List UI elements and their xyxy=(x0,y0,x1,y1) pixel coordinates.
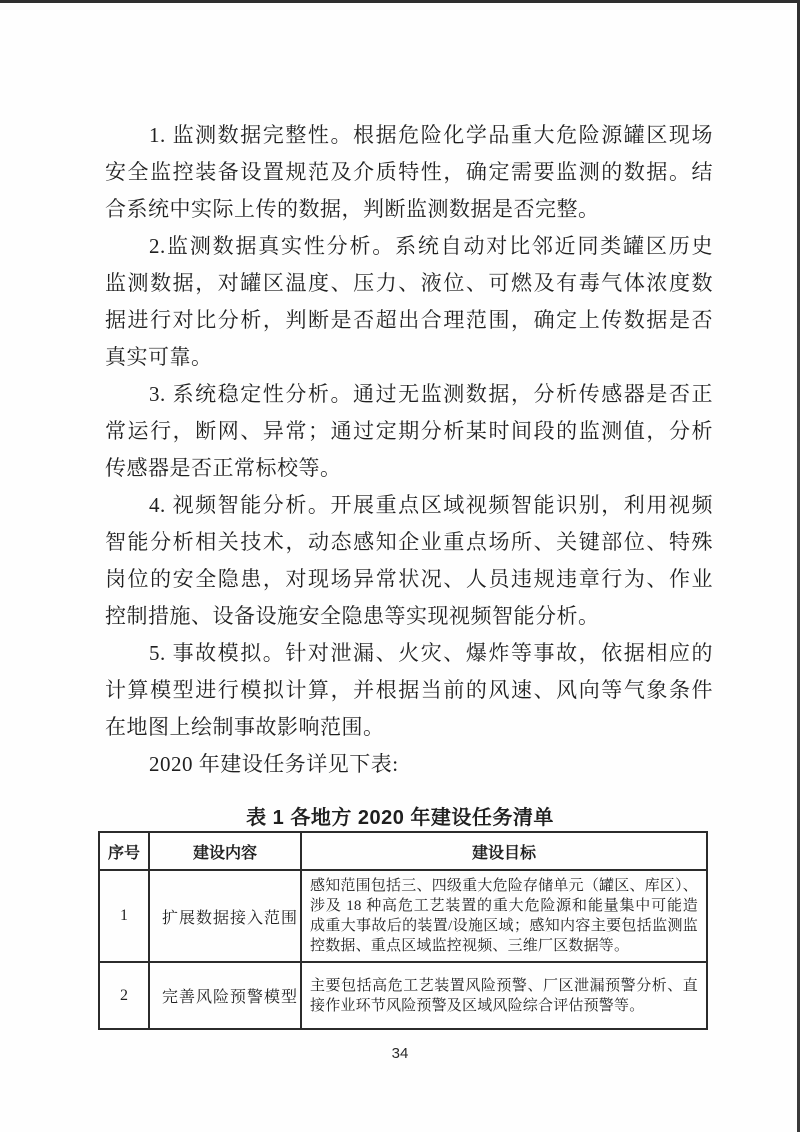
scan-edge-top xyxy=(0,0,800,3)
text-line: 智能分析相关技术，动态感知企业重点场所、关键部位、特殊 xyxy=(105,530,713,554)
col-header-no: 序号 xyxy=(99,832,149,870)
table-row xyxy=(99,962,707,1029)
col-header-content: 建设内容 xyxy=(149,832,301,870)
cell-build-goal: 主要包括高危工艺装置风险预警、厂区泄漏预警分析、直接作业环节风险预警及区域风险综合评估预警等。 xyxy=(301,962,707,1029)
paragraph-2 xyxy=(105,228,713,376)
text-line: 2020 年建设任务详见下表: xyxy=(149,752,399,776)
table-header-row xyxy=(99,832,707,870)
text-line: 4. 视频智能分析。开展重点区域视频智能识别，利用视频 xyxy=(149,493,713,517)
paragraph-table-lead xyxy=(105,746,713,783)
body-text xyxy=(105,117,713,783)
text-line: 1. 监测数据完整性。根据危险化学品重大危险源罐区现场 xyxy=(149,123,713,147)
col-header-goal: 建设目标 xyxy=(301,832,707,870)
paragraph-4 xyxy=(105,487,713,635)
text-line: 5. 事故模拟。针对泄漏、火灾、爆炸等事故，依据相应的 xyxy=(149,641,713,665)
text-line: 合系统中实际上传的数据，判断监测数据是否完整。 xyxy=(105,197,600,221)
text-line: 岗位的安全隐患，对现场异常状况、人员违规违章行为、作业 xyxy=(105,567,713,591)
text-line: 计算模型进行模拟计算，并根据当前的风速、风向等气象条件 xyxy=(105,678,713,702)
table-caption: 表 1 各地方 2020 年建设任务清单 xyxy=(246,807,554,829)
text-line: 安全监控装备设置规范及介质特性，确定需要监测的数据。结 xyxy=(105,160,713,184)
text-line: 常运行，断网、异常；通过定期分析某时间段的监测值，分析 xyxy=(105,419,713,443)
cell-build-goal: 感知范围包括三、四级重大危险存储单元（罐区、库区）、涉及 18 种高危工艺装置的重大危险源和能量集中可能造成重大事故后的装置/设施区域；感知内容主要包括监测监控数据、重点区域监控视频、三维厂区数据等。 xyxy=(301,870,707,962)
table-row xyxy=(99,870,707,962)
text-line: 控制措施、设备设施安全隐患等实现视频智能分析。 xyxy=(105,604,600,628)
cell-build-content: 完善风险预警模型 xyxy=(149,962,301,1029)
text-line: 传感器是否正常标校等。 xyxy=(105,456,342,480)
task-table xyxy=(98,831,708,1030)
text-line: 据进行对比分析，判断是否超出合理范围，确定上传数据是否 xyxy=(105,308,713,332)
cell-row-no: 2 xyxy=(99,962,149,1029)
text-line: 3. 系统稳定性分析。通过无监测数据，分析传感器是否正 xyxy=(149,382,713,406)
text-line: 2.监测数据真实性分析。系统自动对比邻近同类罐区历史 xyxy=(149,234,713,258)
text-line: 真实可靠。 xyxy=(105,345,213,369)
paragraph-3 xyxy=(105,376,713,487)
paragraph-5 xyxy=(105,635,713,746)
paragraph-1 xyxy=(105,117,713,228)
cell-build-content: 扩展数据接入范围 xyxy=(149,870,301,962)
cell-row-no: 1 xyxy=(99,870,149,962)
text-line: 监测数据，对罐区温度、压力、液位、可燃及有毒气体浓度数 xyxy=(105,271,713,295)
page-number: 34 xyxy=(391,1045,409,1062)
text-line: 在地图上绘制事故影响范围。 xyxy=(105,715,385,739)
